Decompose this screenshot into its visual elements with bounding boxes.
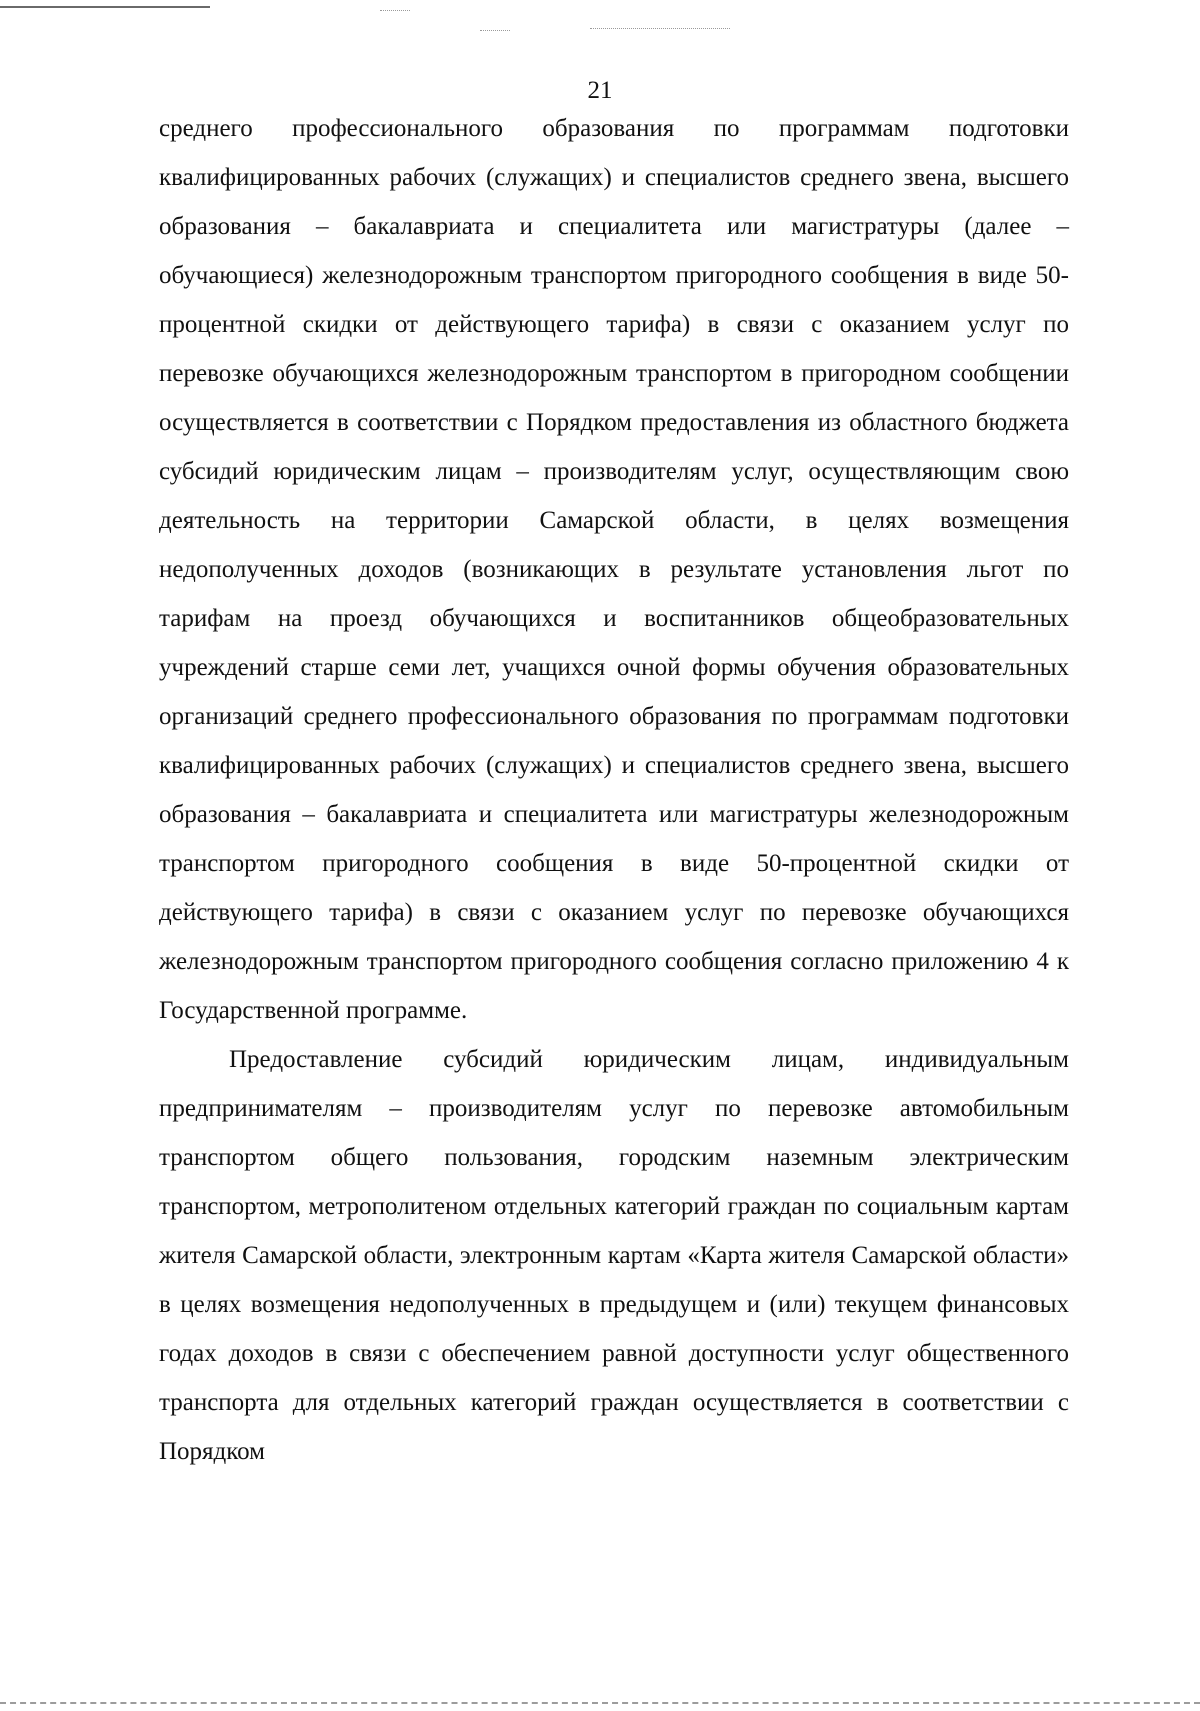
- scan-artifact: [590, 28, 730, 29]
- document-body: [159, 104, 1069, 1476]
- page-number: 21: [587, 77, 613, 104]
- paragraph-2: Предоставление субсидий юридическим лицам, индивидуальным предпринимателям – производителям услуг по перевозке автомобильным транспортом общего пользования, городским наземным электрическим транспортом, метрополитеном отдельных категорий граждан по социальным картам жителя Самарской области, электронным картам «Карта жителя Самарской области» в целях возмещения недополученных в предыдущем и (или) текущем финансовых годах доходов в связи с обеспечением равной доступности услуг общественного транспорта для отдельных категорий граждан осуществляется в соответствии с Порядком: [159, 1046, 1069, 1465]
- scan-artifact: [480, 30, 510, 31]
- scan-bottom-edge: [0, 1702, 1200, 1704]
- scan-artifact: [380, 10, 410, 11]
- scan-edge-line: [0, 6, 210, 8]
- paragraph-1: среднего профессионального образования по программам подготовки квалифицированных рабочих (служащих) и специалистов среднего звена, высшего образования – бакалавриата и специалитета или магистратуры (далее – обучающиеся) железнодорожным транспортом пригородного сообщения в виде 50-процентной скидки от действующего тарифа) в связи с оказанием услуг по перевозке обучающихся железнодорожным транспортом в пригородном сообщении осуществляется в соответствии с Порядком предоставления из областного бюджета субсидий юридическим лицам – производителям услуг, осуществляющим свою деятельность на территории Самарской области, в целях возмещения недополученных доходов (возникающих в результате установления льгот по тарифам на проезд обучающихся и воспитанников общеобразовательных учреждений старше семи лет, учащихся очной формы обучения образовательных организаций среднего профессионального образования по программам подготовки квалифицированных рабочих (служащих) и специалистов среднего звена, высшего образования – бакалавриата и специалитета или магистратуры железнодорожным транспортом пригородного сообщения в виде 50-процентной скидки от действующего тарифа) в связи с оказанием услуг по перевозке обучающихся железнодорожным транспортом пригородного сообщения согласно приложению 4 к Государственной программе.: [159, 115, 1069, 1024]
